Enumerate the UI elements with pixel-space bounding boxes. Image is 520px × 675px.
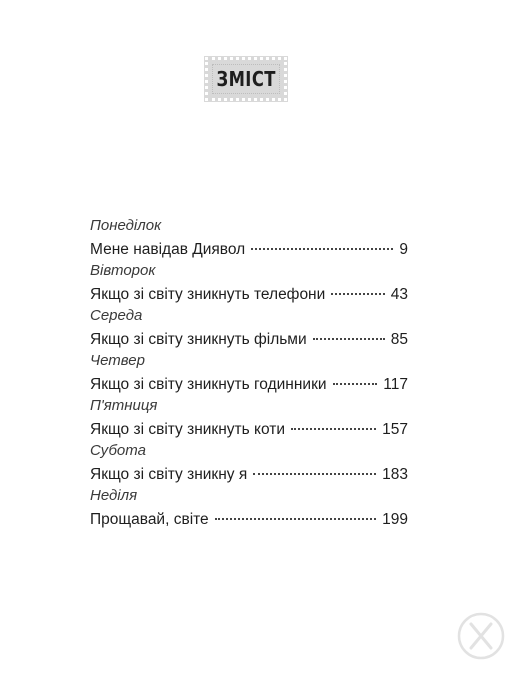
toc-page-number: 85 xyxy=(390,331,408,348)
toc-line xyxy=(90,466,408,484)
toc-day: Вівторок xyxy=(90,262,156,279)
toc-heading: ЗМІСТ xyxy=(216,67,276,91)
toc-leader-dots xyxy=(215,518,376,520)
toc-leader-dots xyxy=(331,293,384,295)
toc-day: Субота xyxy=(90,442,146,459)
toc-title: Якщо зі світу зникнуть фільми xyxy=(90,331,307,348)
toc-page-number: 117 xyxy=(383,376,408,393)
toc-title: Якщо зі світу зникнуть годинники xyxy=(90,376,327,393)
toc-line xyxy=(90,421,408,439)
toc-line xyxy=(90,511,408,529)
toc-title: Мене навідав Диявол xyxy=(90,241,246,258)
toc-heading-plate xyxy=(205,57,287,101)
toc-line xyxy=(90,286,408,304)
toc-title: Якщо зі світу зникну я xyxy=(90,466,248,483)
toc-entry-thursday[interactable] xyxy=(90,352,408,397)
toc-day: Понеділок xyxy=(90,217,162,234)
toc-line xyxy=(90,241,408,259)
toc-page-number: 9 xyxy=(399,241,408,258)
toc-page-number: 43 xyxy=(390,286,408,303)
toc-day: Середа xyxy=(90,307,143,324)
toc-leader-dots xyxy=(253,473,376,475)
toc-entry-wednesday[interactable] xyxy=(90,307,408,352)
toc-entry-friday[interactable] xyxy=(90,397,408,442)
toc-leader-dots xyxy=(251,248,393,250)
toc-title: Якщо зі світу зникнуть коти xyxy=(90,421,285,438)
toc-line xyxy=(90,376,408,394)
toc-leader-dots xyxy=(333,383,378,385)
toc-day: Неділя xyxy=(90,487,138,504)
toc-entry-sunday[interactable] xyxy=(90,487,408,532)
x-logo-icon xyxy=(456,611,506,661)
toc-page-number: 157 xyxy=(382,421,408,438)
table-of-contents xyxy=(90,217,408,532)
toc-day: П'ятниця xyxy=(90,397,158,414)
toc-entry-tuesday[interactable] xyxy=(90,262,408,307)
toc-entry-monday[interactable] xyxy=(90,217,408,262)
toc-page-number: 199 xyxy=(382,511,408,528)
toc-title: Прощавай, світе xyxy=(90,511,209,528)
toc-page-number: 183 xyxy=(382,466,408,483)
toc-title: Якщо зі світу зникнуть телефони xyxy=(90,286,326,303)
toc-entry-saturday[interactable] xyxy=(90,442,408,487)
toc-line xyxy=(90,331,408,349)
toc-leader-dots xyxy=(291,428,376,430)
toc-leader-dots xyxy=(313,338,385,340)
toc-day: Четвер xyxy=(90,352,145,369)
